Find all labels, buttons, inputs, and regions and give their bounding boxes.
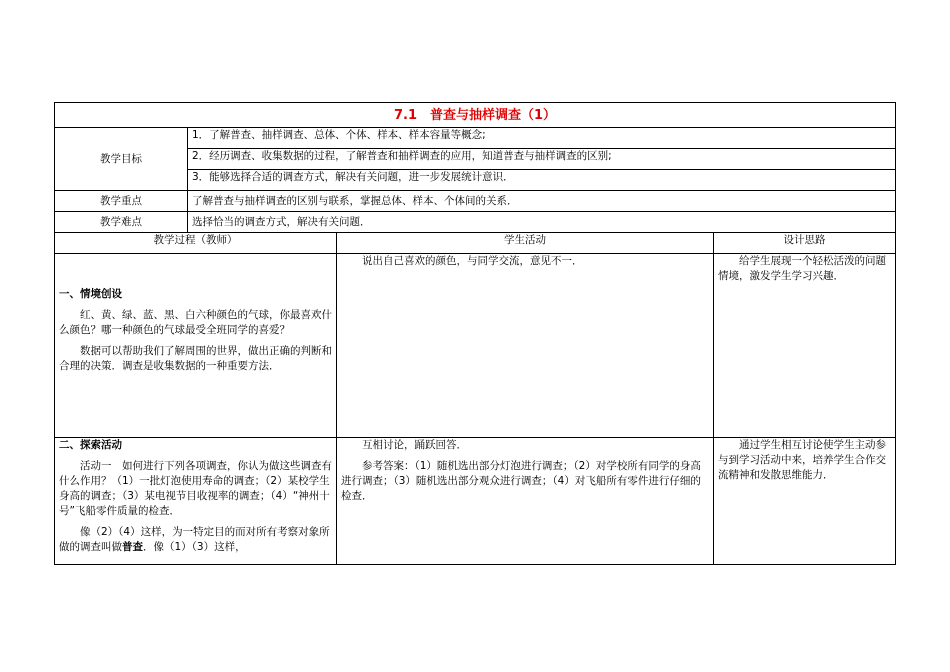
objectives-label: 教学目标: [55, 128, 188, 191]
key-points-label: 教学重点: [55, 191, 188, 212]
section1-design-text: 给学生展现一个轻松活泼的问题情境，激发学生学习兴趣．: [718, 255, 886, 282]
difficulties-row: [55, 212, 896, 233]
difficulties-label: 教学难点: [55, 212, 188, 233]
section2-teacher-cell: [55, 438, 337, 565]
lesson-plan-table: [54, 102, 896, 565]
column-header-student: 学生活动: [337, 233, 714, 254]
section2-student-p2: 参考答案：（1）随机选出部分灯泡进行调查；（2）对学校所有同学的身高进行调查；（3）随机选出部分观众进行调查；（4）对飞船所有零件进行仔细的检查．: [341, 460, 701, 502]
section2-row: [55, 438, 896, 565]
section1-design-cell: [714, 254, 896, 438]
key-points-text: 了解普查与抽样调查的区别与联系，掌握总体、样本、个体间的关系．: [188, 191, 896, 212]
difficulties-text: 选择恰当的调查方式，解决有关问题．: [188, 212, 896, 233]
column-header-design: 设计思路: [714, 233, 896, 254]
objective-item-3: 3．能够选择合适的调查方式，解决有关问题，进一步发展统计意识．: [188, 170, 896, 191]
section2-design-text: 通过学生相互讨论使学生主动参与到学习活动中来，培养学生合作交流精神和发散思维能力．: [718, 439, 886, 481]
section2-student-p1: 互相讨论，踊跃回答．: [362, 439, 467, 451]
objective-item-1: 1．了解普查、抽样调查、总体、个体、样本、样本容量等概念;: [188, 128, 896, 149]
section2-teacher-p1: 活动一 如何进行下列各项调查，你认为做这些调查有什么作用？（1）一批灯泡使用寿命的调查；（2）某校学生身高的调查；（3）某电视节目收视率的调查；（4）“神州十号”飞船零件质量的检查．: [59, 460, 332, 517]
section1-student-text: 说出自己喜欢的颜色，与同学交流，意见不一．: [362, 255, 583, 267]
objective-item-2: 2．经历调查、收集数据的过程，了解普查和抽样调查的应用，知道普查与抽样调查的区别;: [188, 149, 896, 170]
section2-teacher-p2-start: 像（2）（4）这样，为一特定目的而对所有考察对象所做的调查叫做: [59, 526, 330, 553]
title-row: [55, 103, 896, 128]
section2-heading: 二、探索活动: [59, 439, 122, 451]
section2-design-cell: [714, 438, 896, 565]
section1-heading: 一、情境创设: [59, 288, 122, 300]
objective-row-1: [55, 128, 896, 149]
census-term: 普查: [122, 541, 143, 553]
section2-student-cell: [337, 438, 714, 565]
column-header-teacher: 教学过程（教师）: [55, 233, 337, 254]
section2-teacher-p2: [59, 525, 332, 555]
lesson-title: 7.1 普查与抽样调查（1）: [55, 103, 896, 128]
section1-teacher-p2: 数据可以帮助我们了解周围的世界，做出正确的判断和合理的决策．调查是收集数据的一种重要方法．: [59, 345, 332, 372]
section1-row: [55, 254, 896, 438]
section1-student-cell: [337, 254, 714, 438]
section1-teacher-p1: 红、黄、绿、蓝、黑、白六种颜色的气球，你最喜欢什么颜色？哪一种颜色的气球最受全班同学的喜爱？: [59, 309, 332, 336]
column-header-row: [55, 233, 896, 254]
section2-teacher-p2-end: ．像（1）（3）这样，: [143, 541, 246, 553]
section1-teacher-cell: [55, 254, 337, 438]
key-points-row: [55, 191, 896, 212]
